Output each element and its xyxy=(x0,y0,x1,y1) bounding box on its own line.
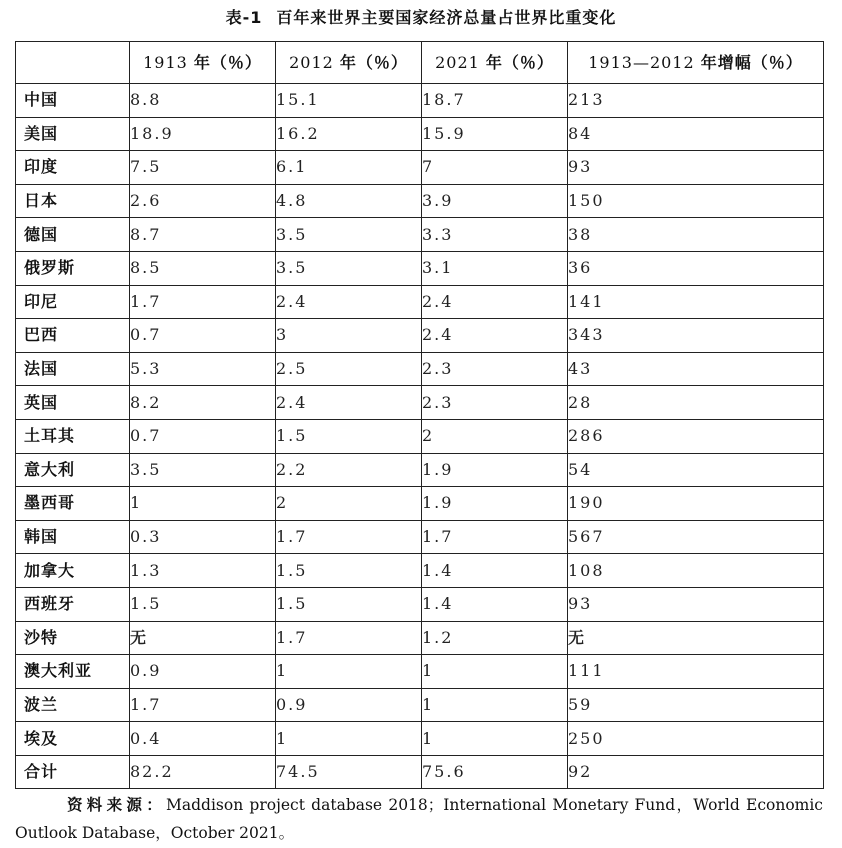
cell-country: 埃及 xyxy=(16,722,130,756)
cell-2021: 3.1 xyxy=(422,251,568,285)
cell-country: 加拿大 xyxy=(16,554,130,588)
cell-growth: 84 xyxy=(568,117,824,151)
table-row xyxy=(16,755,824,789)
source-text: Maddison project database 2018；International Monetary Fund，World Economic Outlook Database，October 2021。 xyxy=(15,796,823,842)
cell-2021: 7 xyxy=(422,151,568,185)
cell-1913: 18.9 xyxy=(130,117,276,151)
table-row xyxy=(16,285,824,319)
cell-1913: 7.5 xyxy=(130,151,276,185)
cell-country: 西班牙 xyxy=(16,587,130,621)
cell-growth: 150 xyxy=(568,184,824,218)
cell-2012: 2.4 xyxy=(276,285,422,319)
cell-2021: 1 xyxy=(422,688,568,722)
cell-country: 法国 xyxy=(16,352,130,386)
cell-growth: 93 xyxy=(568,151,824,185)
cell-growth: 92 xyxy=(568,755,824,789)
gdp-share-table xyxy=(15,41,824,789)
cell-1913: 0.7 xyxy=(130,419,276,453)
cell-growth: 567 xyxy=(568,520,824,554)
cell-growth: 286 xyxy=(568,419,824,453)
table-row xyxy=(16,386,824,420)
cell-1913: 8.7 xyxy=(130,218,276,252)
cell-2012: 3.5 xyxy=(276,218,422,252)
table-row xyxy=(16,184,824,218)
table-row xyxy=(16,655,824,689)
header-2021: 2021 年（％） xyxy=(422,42,568,84)
table-title xyxy=(0,6,842,30)
cell-2012: 1 xyxy=(276,722,422,756)
cell-country: 英国 xyxy=(16,386,130,420)
cell-2021: 1 xyxy=(422,655,568,689)
cell-growth: 190 xyxy=(568,487,824,521)
cell-country: 中国 xyxy=(16,84,130,118)
cell-2012: 3.5 xyxy=(276,251,422,285)
cell-country: 澳大利亚 xyxy=(16,655,130,689)
cell-2012: 15.1 xyxy=(276,84,422,118)
cell-2021: 1.4 xyxy=(422,587,568,621)
header-country xyxy=(16,42,130,84)
cell-2012: 2.4 xyxy=(276,386,422,420)
cell-2012: 74.5 xyxy=(276,755,422,789)
cell-growth: 108 xyxy=(568,554,824,588)
cell-growth: 111 xyxy=(568,655,824,689)
table-row xyxy=(16,722,824,756)
cell-country: 印度 xyxy=(16,151,130,185)
cell-1913: 1 xyxy=(130,487,276,521)
table-row xyxy=(16,319,824,353)
cell-growth: 38 xyxy=(568,218,824,252)
cell-2021: 2.3 xyxy=(422,386,568,420)
cell-growth: 54 xyxy=(568,453,824,487)
cell-2021: 3.3 xyxy=(422,218,568,252)
cell-2012: 1 xyxy=(276,655,422,689)
cell-1913: 1.7 xyxy=(130,688,276,722)
table-row xyxy=(16,487,824,521)
cell-2021: 2 xyxy=(422,419,568,453)
cell-country: 意大利 xyxy=(16,453,130,487)
cell-1913: 8.2 xyxy=(130,386,276,420)
cell-growth: 250 xyxy=(568,722,824,756)
table-body xyxy=(16,84,824,789)
cell-country: 土耳其 xyxy=(16,419,130,453)
cell-1913: 0.7 xyxy=(130,319,276,353)
cell-2012: 0.9 xyxy=(276,688,422,722)
table-row xyxy=(16,218,824,252)
cell-country: 德国 xyxy=(16,218,130,252)
cell-country: 波兰 xyxy=(16,688,130,722)
table-row xyxy=(16,251,824,285)
cell-1913: 3.5 xyxy=(130,453,276,487)
cell-1913: 82.2 xyxy=(130,755,276,789)
cell-1913: 无 xyxy=(130,621,276,655)
table-row xyxy=(16,352,824,386)
cell-2021: 1.4 xyxy=(422,554,568,588)
cell-growth: 43 xyxy=(568,352,824,386)
cell-country: 合计 xyxy=(16,755,130,789)
cell-2021: 2.4 xyxy=(422,319,568,353)
cell-growth: 无 xyxy=(568,621,824,655)
cell-1913: 0.9 xyxy=(130,655,276,689)
cell-growth: 93 xyxy=(568,587,824,621)
table-row xyxy=(16,453,824,487)
cell-country: 印尼 xyxy=(16,285,130,319)
cell-1913: 1.5 xyxy=(130,587,276,621)
cell-2021: 2.4 xyxy=(422,285,568,319)
header-2012: 2012 年（％） xyxy=(276,42,422,84)
source-note xyxy=(15,791,823,847)
cell-growth: 213 xyxy=(568,84,824,118)
source-label: 资料来源： xyxy=(67,796,166,814)
cell-2012: 2.2 xyxy=(276,453,422,487)
cell-2021: 1.9 xyxy=(422,487,568,521)
cell-2012: 1.7 xyxy=(276,520,422,554)
cell-2021: 75.6 xyxy=(422,755,568,789)
cell-country: 巴西 xyxy=(16,319,130,353)
cell-2012: 4.8 xyxy=(276,184,422,218)
cell-1913: 0.4 xyxy=(130,722,276,756)
table-row xyxy=(16,621,824,655)
table-row xyxy=(16,117,824,151)
header-1913: 1913 年（％） xyxy=(130,42,276,84)
cell-1913: 5.3 xyxy=(130,352,276,386)
cell-country: 美国 xyxy=(16,117,130,151)
cell-growth: 343 xyxy=(568,319,824,353)
cell-1913: 2.6 xyxy=(130,184,276,218)
cell-2021: 15.9 xyxy=(422,117,568,151)
cell-2012: 1.5 xyxy=(276,587,422,621)
cell-2012: 6.1 xyxy=(276,151,422,185)
cell-growth: 28 xyxy=(568,386,824,420)
cell-growth: 141 xyxy=(568,285,824,319)
cell-2021: 1.9 xyxy=(422,453,568,487)
header-row xyxy=(16,42,824,84)
cell-2021: 3.9 xyxy=(422,184,568,218)
cell-2021: 1 xyxy=(422,722,568,756)
cell-country: 俄罗斯 xyxy=(16,251,130,285)
cell-2012: 1.7 xyxy=(276,621,422,655)
cell-2012: 16.2 xyxy=(276,117,422,151)
table-row xyxy=(16,419,824,453)
cell-2021: 18.7 xyxy=(422,84,568,118)
cell-growth: 59 xyxy=(568,688,824,722)
table-row xyxy=(16,520,824,554)
cell-1913: 1.3 xyxy=(130,554,276,588)
cell-country: 韩国 xyxy=(16,520,130,554)
cell-1913: 0.3 xyxy=(130,520,276,554)
cell-2012: 1.5 xyxy=(276,419,422,453)
cell-country: 日本 xyxy=(16,184,130,218)
cell-country: 墨西哥 xyxy=(16,487,130,521)
table-row xyxy=(16,587,824,621)
table-row xyxy=(16,688,824,722)
cell-1913: 1.7 xyxy=(130,285,276,319)
table-row xyxy=(16,151,824,185)
table-row xyxy=(16,84,824,118)
cell-2012: 2.5 xyxy=(276,352,422,386)
cell-2012: 2 xyxy=(276,487,422,521)
cell-2012: 3 xyxy=(276,319,422,353)
header-growth: 1913—2012 年增幅（％） xyxy=(568,42,824,84)
cell-2012: 1.5 xyxy=(276,554,422,588)
cell-country: 沙特 xyxy=(16,621,130,655)
cell-2021: 1.7 xyxy=(422,520,568,554)
cell-2021: 1.2 xyxy=(422,621,568,655)
cell-2021: 2.3 xyxy=(422,352,568,386)
cell-1913: 8.5 xyxy=(130,251,276,285)
cell-growth: 36 xyxy=(568,251,824,285)
cell-1913: 8.8 xyxy=(130,84,276,118)
table-row xyxy=(16,554,824,588)
table-number: 表-1 xyxy=(225,8,263,27)
table-caption: 百年来世界主要国家经济总量占世界比重变化 xyxy=(276,8,617,27)
